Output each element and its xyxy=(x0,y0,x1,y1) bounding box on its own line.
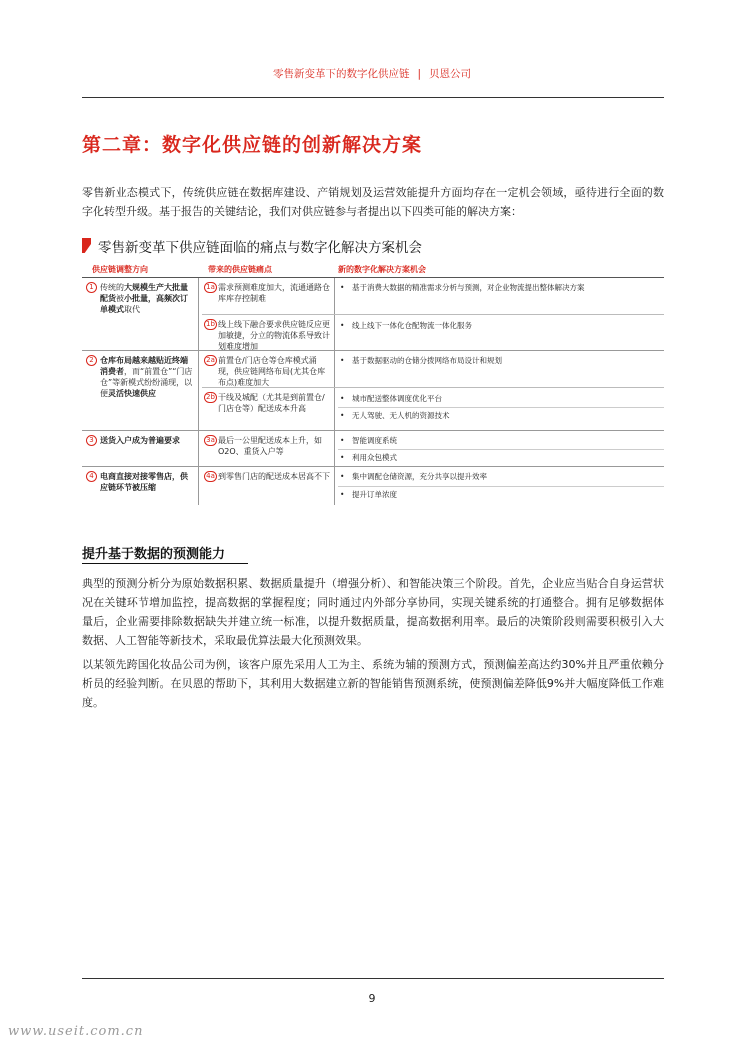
pain-point-table xyxy=(82,264,664,505)
header-title: 零售新变革下的数字化供应链 xyxy=(272,68,410,80)
solution-item: • 城市配送整体调度优化平台 xyxy=(338,394,658,404)
column-divider xyxy=(198,467,199,505)
pain-point: 1b 线上线下融合要求供应链反应更加敏捷，分立的物流体系导致计划难度增加 xyxy=(202,315,332,352)
heading-marker-icon xyxy=(82,238,91,253)
watermark: www.useit.com.cn xyxy=(8,1024,144,1039)
page-number: 9 xyxy=(368,992,376,1005)
pain-point: 2b 干线及城配（尤其是到前置仓/门店仓等）配送成本升高 xyxy=(202,388,332,414)
section-title-underline xyxy=(82,563,248,564)
column-divider xyxy=(198,278,199,351)
solution-item: • 无人驾驶、无人机的资源技术 xyxy=(338,411,658,421)
pain-point: 1a 需求预测难度加大，流通通路仓库库存控制难 xyxy=(202,278,332,304)
header-rule xyxy=(82,97,664,98)
row-direction: 3 送货入户成为普遍要求 xyxy=(82,431,198,446)
figure-title: 零售新变革下供应链面临的痛点与数字化解决方案机会 xyxy=(98,240,422,256)
row-direction: 2 仓库布局越来越贴近终端消费者，而“前置仓”“门店仓”等新模式纷纷涌现，以便灵活快速供应 xyxy=(82,351,198,399)
table-header xyxy=(82,264,664,278)
pain-point: 4a 到零售门店的配送成本居高不下 xyxy=(202,467,332,482)
solution-item: • 线上线下一体化仓配物流一体化服务 xyxy=(338,321,658,331)
bullet-separator xyxy=(338,449,664,450)
solution-item: • 基于数据驱动的仓储分拨网络布局设计和规划 xyxy=(338,356,658,366)
pain-point: 3a 最后一公里配送成本上升，如O2O、重货入户等 xyxy=(202,431,332,457)
header-separator: | xyxy=(417,68,422,80)
row-direction: 4 电商直接对接零售店，供应链环节被压缩 xyxy=(82,467,198,493)
table-header-direction: 供应链调整方向 xyxy=(92,265,148,274)
bullet-separator xyxy=(338,486,664,487)
body-paragraph: 以某领先跨国化妆品公司为例，该客户原先采用人工为主、系统为辅的预测方式，预测偏差高达约30%并且严重依赖分析员的经验判断。在贝恩的帮助下，其利用大数据建立新的智能销售预测系统，使预测偏差降低9%并大幅度降低工作难度。 xyxy=(82,658,664,709)
column-divider xyxy=(334,467,335,505)
column-divider xyxy=(198,431,199,467)
chapter-title: 第二章：数字化供应链的创新解决方案 xyxy=(82,134,423,156)
solution-item: • 智能调度系统 xyxy=(338,436,658,446)
row-direction: 1 传统的大规模生产大批量配货被小批量，高频次订单模式取代 xyxy=(82,278,198,315)
header-company: 贝恩公司 xyxy=(429,68,472,80)
table-header-pain: 带来的供应链痛点 xyxy=(208,265,272,274)
solution-item: • 利用众包模式 xyxy=(338,453,658,463)
row-number-badge: 3 xyxy=(86,435,97,446)
footer-rule xyxy=(82,978,664,979)
table-header-solution: 新的数字化解决方案机会 xyxy=(338,265,426,274)
body-paragraph: 典型的预测分析分为原始数据积累、数据质量提升（增强分析）、和智能决策三个阶段。首先，企业应当贴合自身运营状况在关键环节增加监控，提高数据的掌握程度；同时通过内外部分享协同，实现关键系统的打通整合。拥有足够数据体量后，企业需要排除数据缺失并建立统一标准，以提升数据质量，提高数据利用率。最后的决策阶段则需要积极引入大数据、人工智能等新技术，采取最优算法最大化预测效果。 xyxy=(82,577,664,647)
table-row xyxy=(82,431,664,467)
running-header xyxy=(78,66,666,81)
table-row xyxy=(82,278,664,351)
section-title: 提升基于数据的预测能力 xyxy=(82,547,226,562)
pain-point: 2a 前置仓/门店仓等仓库模式涌现，供应链网络布局(尤其仓库布点)难度加大 xyxy=(202,351,332,388)
row-number-badge: 4 xyxy=(86,471,97,482)
column-divider xyxy=(334,431,335,467)
intro-paragraph: 零售新业态模式下，传统供应链在数据库建设、产销规划及运营效能提升方面均存在一定机会领域，亟待进行全面的数字化转型升级。基于报告的关键结论，我们对供应链参与者提出以下四类可能的解决方案： xyxy=(82,186,664,218)
solution-item: • 基于消费大数据的精准需求分析与预测，对企业物流提出整体解决方案 xyxy=(338,283,658,293)
table-row xyxy=(82,351,664,431)
column-divider xyxy=(334,351,335,431)
figure-heading xyxy=(82,236,664,256)
bullet-separator xyxy=(338,407,664,408)
row-number-badge: 2 xyxy=(86,355,97,366)
solution-item: • 提升订单浓度 xyxy=(338,490,658,500)
solution-item: • 集中调配仓储资源，充分共享以提升效率 xyxy=(338,472,658,482)
column-divider xyxy=(198,351,199,431)
row-number-badge: 1 xyxy=(86,282,97,293)
table-row xyxy=(82,467,664,505)
